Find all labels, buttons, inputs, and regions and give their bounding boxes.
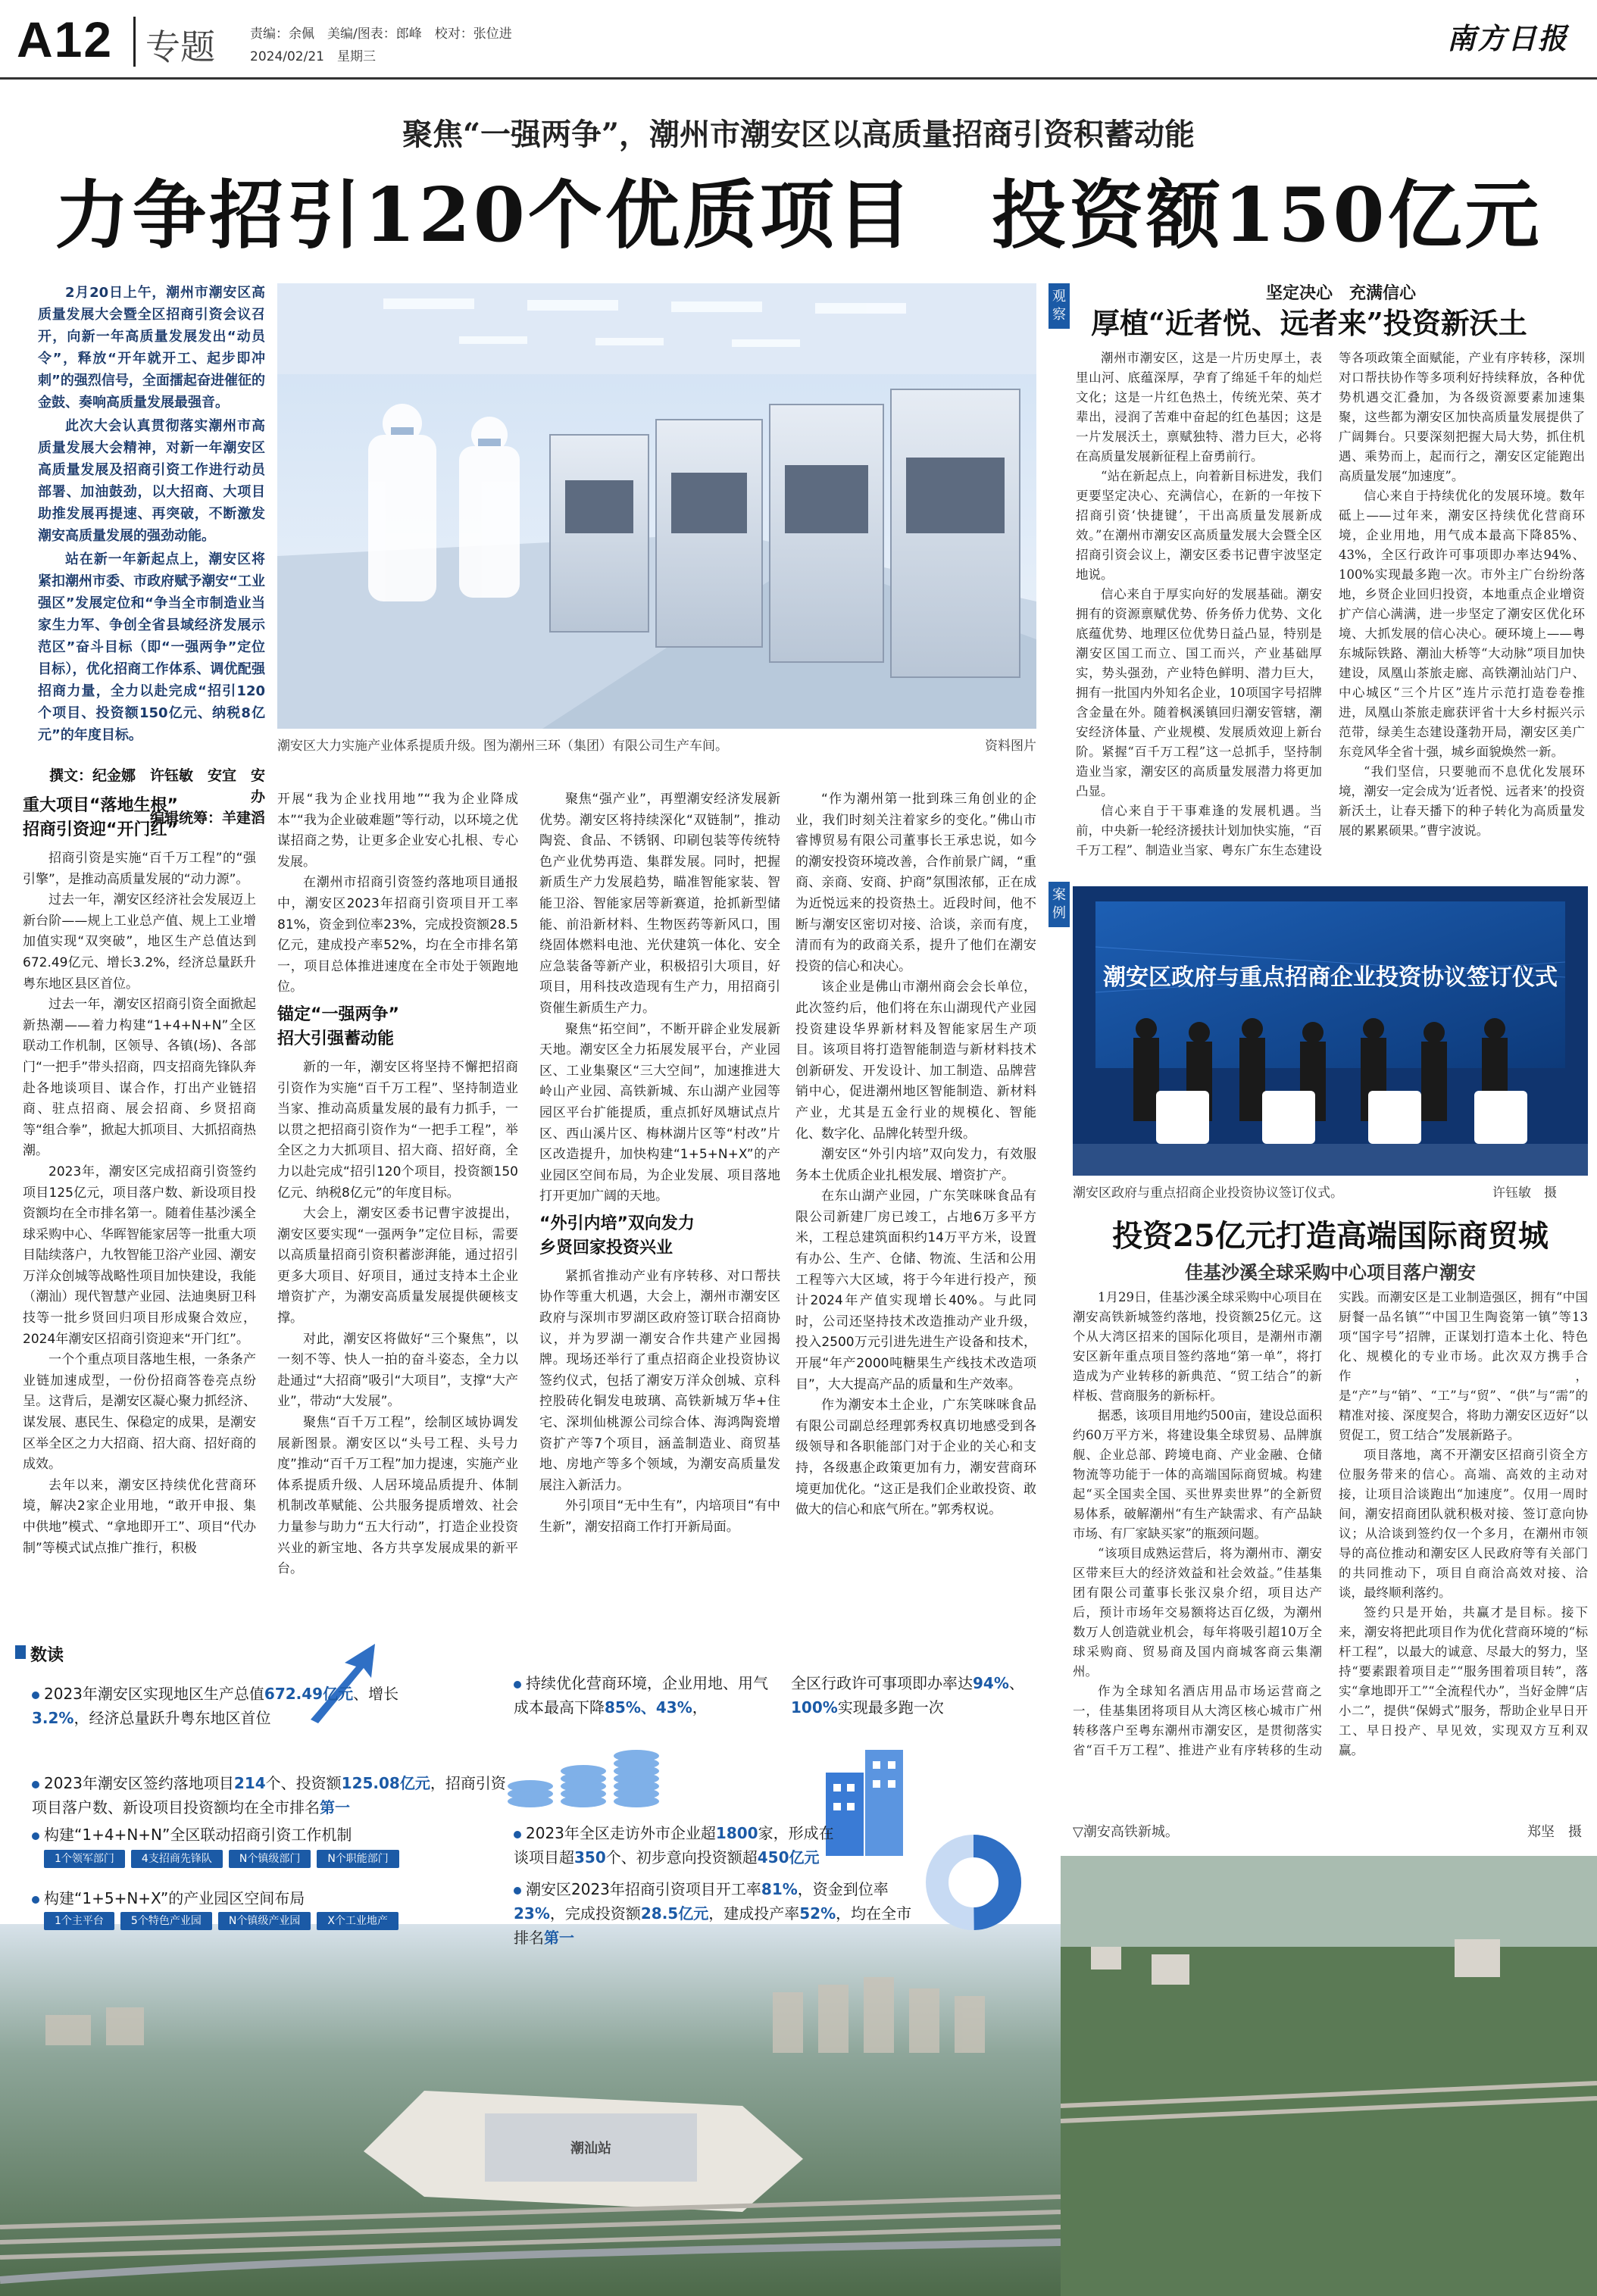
chip: 1个主平台 — [44, 1912, 114, 1930]
body-paragraph: “作为潮州第一批到珠三角创业的企业，我们时刻关注着家乡的变化。”佛山市睿博贸易有限公司董事长王承忠说，如今的潮安投资环境改善，合作前景广阔，“重商、亲商、安商、护商”氛围浓郁，正在成为近悦远来的投资热土。近段时间，他不断与潮安区密切对接、洽谈，亲而有度，清而有为的政商关系，提升了他们在潮安投资的信心和决心。 — [795, 792, 1036, 974]
signing-ceremony-photo — [1073, 886, 1588, 1176]
bullet-icon — [32, 1832, 39, 1840]
chip: 1个领军部门 — [44, 1850, 125, 1868]
observation-title: 厚植“近者悦、远者来”投资新沃土 — [1091, 306, 1527, 340]
lead-paragraphs — [38, 282, 265, 748]
body-paragraph: 信心来自于干事难逢的发展机遇。当前，中央新一轮经济援扶计划加快实施，“百千万工程”、制造业当家、粤东广东生态建设等各项政策全面赋能，产业有序转移，深圳对口帮扶协作等多项利好持续释放，各种优势机遇交汇叠加，为各级资源要素加速集聚，这些都为潮安区加快高质量发展提供了广阔舞台。只要深刻把握大局大势，抓住机遇、乘势而上，起而行之，潮安区定能跑出高质量发展“加速度”。 — [1076, 351, 1585, 857]
masthead — [0, 0, 1597, 83]
body-paragraph: 项目落地，离不开潮安区招商引资全方位服务带来的信心。高端、高效的主动对接，让项目洽谈跑出“加速度”。仅用一周时间，潮安招商团队就积极对接、签订意向协议；从洽谈到签约仅一个多月，在潮州市领导的高位推动和潮安区人民政府等有关部门的共同推动下，项目自商洽高效对接、洽谈，最终顺利落约。 — [1339, 1448, 1588, 1600]
body-paragraph: 信心来自于厚实向好的发展基础。潮安拥有的资源禀赋优势、侨务侨力优势、文化底蕴优势、地理区位优势日益凸显，特别是潮安区国工而立、国工而兴，产业基础厚实，势头强劲，产业特色鲜明、潜力巨大，拥有一批国内外知名企业，10项国字号招牌含金量在外。随着枫溪镇回归潮安管辖，潮安经济体量、产业规模、发展质效迎上新台阶。紧握“百千万工程”这一总抓手，坚持制造业当家，潮安区的高质量发展潜力将更加凸显。 — [1076, 587, 1322, 798]
case-tag: 案例 — [1049, 882, 1070, 927]
body-paragraph: 招商引资是实施“百千万工程”的“强引擎”，是推动高质量发展的“动力源”。 — [23, 851, 256, 887]
body-paragraph: 信心来自于持续优化的发展环境。数年砥上——过年来，潮安区持续优化营商环境，企业用地，用气成本最高下降85%、43%，全区行政许可事项即办率达94%、100%实现最多跑一次。市外主广台纷纷落地，乡贤企业回归投资，本地重点企业增资扩产信心满满，进一步坚定了潮安区优化环境、大抓发展的信心决心。硬环境上——粤东城际铁路、潮汕大桥等“大动脉”项目加快建设，凤凰山茶旅走廊、高铁潮汕站门户、中心城区“三个片区”连片示范打造卷卷推进，凤凰山茶旅走廊获评省十大乡村振兴示范带，绿美生态建设蓬勃开局，潮安区美广东竞风华全省十强，城乡面貌焕然一新。 — [1339, 489, 1585, 759]
factory-photo — [277, 283, 1036, 729]
body-paragraph: 过去一年，潮安区招商引资全面掀起新热潮——着力构建“1+4+N+N”全区联动工作机制，区领导、各镇(场)、各部门“一把手”带头招商，四支招商先锋队奔赴各地谈项目、谋合作，打出产业链招商、驻点招商、展会招商、乡贤招商等“组合拳”，掀起大抓项目、大抓招商热潮。 — [23, 997, 256, 1159]
body-paragraph: 聚焦“百千万工程”，绘制区域协调发展新图景。潮安区以“头号工程、头号力度”推动“百千万工程”加力提速，实施产业体系提质升级、人居环境品质提升、体制机制改革赋能、公共服务提质增效、社会力量参与助力“五大行动”，打造企业投资兴业的新宝地、各方共享发展成果的新平台。 — [277, 1415, 518, 1577]
headline-kicker: 聚焦“一强两争”，潮州市潮安区以高质量招商引资积蓄动能 — [402, 117, 1195, 152]
donut-chart-icon — [924, 1833, 1023, 1932]
section-heading: 重大项目“落地生根” 招商引资迎“开门红” — [23, 796, 178, 839]
editor-credits: 责编：余佩 美编/图表：郎峰 校对：张位进 — [250, 27, 512, 42]
sign-banner: 潮安区政府与重点招商企业投资协议签订仪式 — [1103, 964, 1558, 991]
observation-body — [1076, 348, 1585, 871]
chip: N个镇级部门 — [229, 1850, 311, 1868]
article-column-1 — [23, 789, 256, 1559]
rail-photo-credit: 郑坚 摄 — [1527, 1824, 1582, 1840]
lead-paragraph: 站在新一年新起点上，潮安区将紧扣潮州市委、市政府赋予潮安“工业强区”发展定位和“争当全市制造业当家生力军、争创全省县域经济发展示范区”奋斗目标（即“一强两争”定位目标），优化招商工作体系、调优配强招商力量，全力以赴完成“招引120个项目、投资额150亿元、纳税8亿元”的年度目标。 — [38, 551, 265, 743]
bullet-icon — [32, 1781, 39, 1788]
layout-chips — [44, 1912, 398, 1930]
chip: N个职能部门 — [317, 1850, 398, 1868]
body-paragraph: 聚焦“强产业”，再塑潮安经济发展新优势。潮安区将持续深化“双链制”，推动陶瓷、食品、不锈钢、印刷包装等传统特色产业优势再造、集群发展。同时，把握新质生产力发展趋势，瞄准智能家装、智能卫浴、智能家居等新赛道，抢抓新型储能、前沿新材料、生物医药等新风口，围绕固体燃料电池、光伏建筑一体化、安全应急装备等新产业，积极招引大项目，好项目，用科技改造现有生产力，用招商引资催生新质生产力。 — [539, 792, 780, 1016]
body-paragraph: 过去一年，潮安区经济社会发展迈上新台阶——规上工业总产值、规上工业增加值实现“双突破”，地区生产总值达到672.49亿元、增长3.2%，经济总量跃升粤东地区县区首位。 — [23, 892, 256, 992]
bullet-icon — [32, 1896, 39, 1904]
aerial-photo — [0, 1924, 1061, 2296]
rail-photo-caption: ▽潮安高铁新城。 — [1073, 1824, 1179, 1840]
chip: N个镇级产业园 — [218, 1912, 311, 1930]
body-paragraph: “站在新起点上，向着新目标进发，我们更要坚定决心、充满信心，在新的一年按下招商引资‘快捷键’，干出高质量发展新成效。”在潮州市潮安区高质量发展大会暨全区招商引资会议上，潮安区委书记曹宇波坚定地说。 — [1076, 469, 1322, 582]
factory-photo-credit: 资料图片 — [985, 739, 1036, 754]
masthead-rule — [0, 77, 1597, 80]
stat-projects: 2023年潮安区签约落地项目214个、投资额125.08亿元，招商引资项目落户数、新设项目投资额均在全市排名第一 — [32, 1774, 506, 1816]
body-paragraph: 一个个重点项目落地生根，一条条产业链加速成型，一份份招商答卷亮点纷呈。这背后，是潮安区凝心聚力抓经济、谋发展、惠民生、保稳定的成果，是潮安区举全区之力大招商、招大商、招好商的成效。 — [23, 1352, 256, 1473]
body-paragraph: 聚焦“拓空间”，不断开辟企业发展新天地。潮安区全力拓展发展平台，产业园区、工业集聚区“三大空间”，加速推进大岭山产业园、高铁新城、东山湖产业园等园区平台扩能提质，重点抓好凤塘试点片区、西山溪片区、梅林湖片区等“村改”片区改造提升，加快构建“1+5+N+X”的产业园区空间布局，为企业发展、项目落地打开更加广阔的天地。 — [539, 1021, 780, 1204]
page-number: A12 — [17, 11, 114, 67]
body-paragraph: 在东山湖产业园，广东笑咪咪食品有限公司新建厂房已竣工，占地6万多平方米，工程总建筑面积约14万平方米，设置有办公、生产、仓储、物流、生活和公用工程等六大区域，将于今年进行投产，预计2024年产值实现增长40%。与此同时，公司还坚持技术改造推动产业升级，投入2500万元引进先进生产设备和技术，开展“年产2000吨糖果生产线技术改造项目”，大大提高产品的质量和生产效率。 — [795, 1189, 1036, 1392]
section-heading: 锚定“一强两争” 招大引强蓄动能 — [277, 1004, 399, 1048]
station-sign: 潮汕站 — [570, 2141, 611, 2157]
aerial-photo-illustration — [0, 1924, 1061, 2296]
stat-project-progress: 潮安区2023年招商引资项目开工率81%，资金到位率23%，完成投资额28.5亿元，建成投产率52%，均在全市排名第一 — [514, 1880, 912, 1947]
stat-cost: 持续优化营商环境，企业用地、用气成本最高下降85%、43%， — [514, 1674, 768, 1717]
issue-date: 2024/02/21 星期三 — [250, 49, 376, 64]
newspaper-logo: 南方日报 — [1447, 21, 1569, 55]
stat-mechanism: 构建“1+4+N+N”全区联动招商引资工作机制 — [32, 1823, 517, 1847]
bullet-icon — [514, 1831, 521, 1838]
body-paragraph: “我们坚信，只要驰而不息优化发展环境，潮安一定会成为‘近者悦、远者来’的投资新沃土，让春天播下的种子转化为高质量发展的累累硕果。”曹宇波说。 — [1339, 764, 1585, 838]
stat-permits: 全区行政许可事项即办率达94%、100%实现最多跑一次 — [791, 1674, 1024, 1717]
signing-photo-caption: 潮安区政府与重点招商企业投资协议签订仪式。 — [1073, 1185, 1343, 1201]
chip: X个工业地产 — [317, 1912, 398, 1930]
signing-ceremony-illustration — [1073, 886, 1588, 1176]
body-paragraph: 签约只是开始，共赢才是目标。接下来，潮安将把此项目作为优化营商环境的“标杆工程”，以最大的诚意、尽最大的努力，坚持“要素跟着项目走”“服务围着项目转”，落实“拿地即开工”“全流程代办”，当好金牌“店小二”，提供“保姆式”服务，帮助企业早日开工、早日投产、早见效，实现双方互利双赢。 — [1339, 1605, 1588, 1757]
body-paragraph: 对此，潮安区将做好“三个聚焦”，以一刻不等、快人一拍的奋斗姿态，全力以赴通过“大招商”吸引“大项目”，支撑“大产业”，带动“大发展”。 — [277, 1331, 518, 1410]
body-paragraph: 2023年，潮安区完成招商引资签约项目125亿元，项目落户数、新设项目投资额均在全市排名第一。随着佳基沙溪全球采购中心、华晖智能家居等一批重大项目陆续落户，九牧智能卫浴产业园、潮安万洋众创城等战略性项目加快建设，我能（潮汕）现代智慧产业园、法迪奥厨卫科技等一批乡贤回归项目形成聚合效应，2024年潮安区招商引资迎来“开门红”。 — [23, 1164, 256, 1347]
aerial-photo-right-illustration — [1061, 1856, 1597, 2296]
observation-tag: 观察 — [1049, 283, 1070, 329]
observation-subtitle: 坚定决心 充满信心 — [1265, 283, 1416, 303]
masthead-divider — [133, 17, 136, 67]
body-paragraph: 大会上，潮安区委书记曹宇波提出，潮安区要实现“一强两争”定位目标，需要以高质量招商引资积蓄澎湃能，通过招引更多大项目、好项目，通过支持本土企业增资扩产，为潮安高质量发展提供硬核支撑。 — [277, 1206, 518, 1326]
lead-paragraph: 此次大会认真贯彻落实潮州市高质量发展大会精神，对新一年潮安区高质量发展及招商引资工作进行动员部署、加油鼓劲，以大招商、大项目助推发展再提速、再突破，不断激发潮安高质量发展的强劲动能。 — [38, 418, 265, 544]
section-name: 专题 — [145, 27, 215, 67]
data-panel-tag: 数读 — [30, 1646, 64, 1665]
coins-icon — [500, 1735, 788, 1810]
article-column-2 — [277, 789, 518, 1580]
bullet-icon — [514, 1887, 521, 1895]
body-paragraph: 开展“我为企业找用地”“我为企业降成本”“我为企业破难题”等行动，以环境之优谋招商之势，让更多企业安心扎根、专心发展。 — [277, 792, 518, 870]
case-body — [1073, 1288, 1588, 1818]
data-tag-mark — [15, 1645, 26, 1659]
chip: 4支招商先锋队 — [131, 1850, 223, 1868]
article-column-4 — [795, 789, 1036, 1521]
body-paragraph: 外引项目“无中生有”，内培项目“有中生新”，潮安招商工作打开新局面。 — [539, 1498, 780, 1535]
body-paragraph: 去年以来，潮安区持续优化营商环境，解决2家企业用地，“敢开申报、集中供地”模式、“拿地即开工”、项目“代办制”等模式试点推广推行，积极 — [23, 1477, 256, 1556]
body-paragraph: 该企业是佛山市潮州商会会长单位，此次签约后，他们将在东山湖现代产业园投资建设华界新材料及智能家居生产项目。该项目将打造智能制造与新材料技术创新研发、开发设计、加工制造、品牌营销中心，促进潮州地区智能制造、新材料产业，尤其是五金行业的规模化、智能化、数字化、品牌化转型升级。 — [795, 979, 1036, 1142]
stat-layout: 构建“1+5+N+X”的产业园区空间布局 — [32, 1886, 517, 1910]
case-title: 投资25亿元打造高端国际商贸城 — [1112, 1218, 1549, 1254]
byline-writers: 撰文：纪金娜 许钰敏 安宜 安办 — [48, 767, 265, 805]
body-paragraph: 作为全球知名酒店用品市场运营商之一，佳基集团将项目从大湾区核心城市广州转移落户至粤东潮州市潮安区，是贯彻落实省“百千万工程”、推进产业有序转移的生动实践。而潮安区是工业制造强区，拥有“中国厨餐一品名镇”“中国卫生陶瓷第一镇”等13项“国字号”招牌，正谋划打造本土化、特色化、规模化的专业市场。此次双方携手合作，是“产”与“销”、“工”与“贸”、“供”与“需”的精准对接、深度契合，将助力潮安区迈好“以贸促工，贸工结合”发展新路子。 — [1073, 1290, 1588, 1757]
stat-gdp: 2023年潮安区实现地区生产总值672.49亿元、增长3.2%，经济总量跃升粤东地区首位 — [32, 1685, 399, 1727]
article-column-3 — [539, 789, 780, 1538]
body-paragraph: 潮安区“外引内培”双向发力，有效服务本土优质企业扎根发展、增资扩产。 — [795, 1147, 1036, 1183]
stat-visits: 2023年全区走访外市企业超1800家，形成在谈项目超350个、初步意向投资额超450亿元 — [514, 1824, 834, 1866]
aerial-photo-right — [1061, 1856, 1597, 2296]
body-paragraph: “该项目成熟运营后，将为潮州市、潮安区带来巨大的经济效益和社会效益。”佳基集团有限公司董事长张汉泉介绍，项目达产后，预计市场年交易额将达百亿级，为潮州数万人创造就业机会，每年将吸引超10万全球采购商、贸易商及国内商城客商云集潮州。 — [1073, 1546, 1322, 1679]
main-headline: 力争招引120个优质项目 投资额150亿元 — [55, 172, 1542, 259]
section-heading: “外引内培”双向发力 乡贤回家投资兴业 — [539, 1214, 695, 1257]
byline-editor: 编辑统筹：羊建滔 — [149, 810, 265, 826]
body-paragraph: 新的一年，潮安区将坚持不懈把招商引资作为实施“百千万工程”、坚持制造业当家、推动高质量发展的最有力抓手，一以贯之把招商引资作为“一把手工程”，举全区之力大抓项目、招大商、招好商，全力以赴完成“招引120个项目，投资额150亿元、纳税8亿元”的年度目标。 — [277, 1059, 518, 1201]
mechanism-chips — [44, 1850, 399, 1868]
body-paragraph: 紧抓省推动产业有序转移、对口帮扶协作等重大机遇，大会上，潮州市潮安区政府与深圳市罗湖区政府签订联合招商协议，并为罗湖一潮安合作共建产业园揭牌。现场还举行了重点招商企业投资协议签约仪式，包括了潮安万洋众创城、京科控股砖化铜发电玻璃、高铁新城万华+住宅、深圳仙桃源公司综合体、海鸿陶瓷增资扩产等7个项目，涵盖制造业、商贸基地、房地产等多个领域，为潮安高质量发展注入新活力。 — [539, 1268, 780, 1493]
body-paragraph: 在潮州市招商引资签约落地项目通报中，潮安区2023年招商引资项目开工率81%，资金到位率23%，完成投资额28.5亿元，建成投产率52%，均在全市排名第一，项目总体推进速度在全市处于领跑地位。 — [277, 875, 518, 995]
factory-photo-illustration — [277, 283, 1036, 729]
signing-photo-credit: 许钰敏 摄 — [1492, 1185, 1557, 1201]
bullet-icon — [514, 1681, 521, 1688]
body-paragraph: 作为潮安本土企业，广东笑咪咪食品有限公司副总经理郭秀权真切地感受到各级领导和各职能部门对于企业的关心和支持，各级惠企政策更加有力，潮安营商环境更加优化。“这正是我们企业敢投资、敢做大的信心和底气所在。”郭秀权说。 — [795, 1398, 1036, 1518]
chip: 5个特色产业园 — [120, 1912, 212, 1930]
lead-paragraph: 2月20日上午，潮州市潮安区高质量发展大会暨全区招商引资会议召开，向新一年高质量发展发出“动员令”，释放“开年就开工、起步即冲刺”的强烈信号，全面擂起奋进催征的金鼓、奏响高质量发展最强音。 — [38, 285, 265, 411]
case-subtitle: 佳基沙溪全球采购中心项目落户潮安 — [1185, 1261, 1476, 1283]
factory-photo-caption: 潮安区大力实施产业体系提质升级。图为潮州三环（集团）有限公司生产车间。 — [277, 739, 728, 754]
body-paragraph: 据悉，该项目用地约500亩，建设总面积约60万平方米，将建设集全球贸易、品牌旗舰、企业总部、跨境电商、产业金融、仓储物流等功能于一体的高端国际商贸城。构建起“买全国卖全国、买世界卖世界”的全新贸易体系，破解潮州“有生产缺需求、有产品缺市场、有厂家缺买家”的瓶颈问题。 — [1073, 1408, 1322, 1541]
bullet-icon — [32, 1692, 39, 1699]
body-paragraph: 潮州市潮安区，这是一片历史厚土，表里山河、底蕴深厚，孕育了绵延千年的灿烂文化；这是一片红色热土，传统光荣、英才辈出，浸润了苦难中奋起的红色基因；这是一片发展沃土，禀赋独特、潜力巨大，必将在高质量发展新征程上奋勇前行。 — [1076, 351, 1322, 464]
body-paragraph: 1月29日，佳基沙溪全球采购中心项目在潮安高铁新城签约落地，投资额25亿元。这个从大湾区招来的国际化项目，是潮州市潮安区新年重点项目签约落地“第一单”，将打造成为产业转移的新典范、“贸工结合”的新样板、营商服务的新标杆。 — [1073, 1290, 1322, 1403]
